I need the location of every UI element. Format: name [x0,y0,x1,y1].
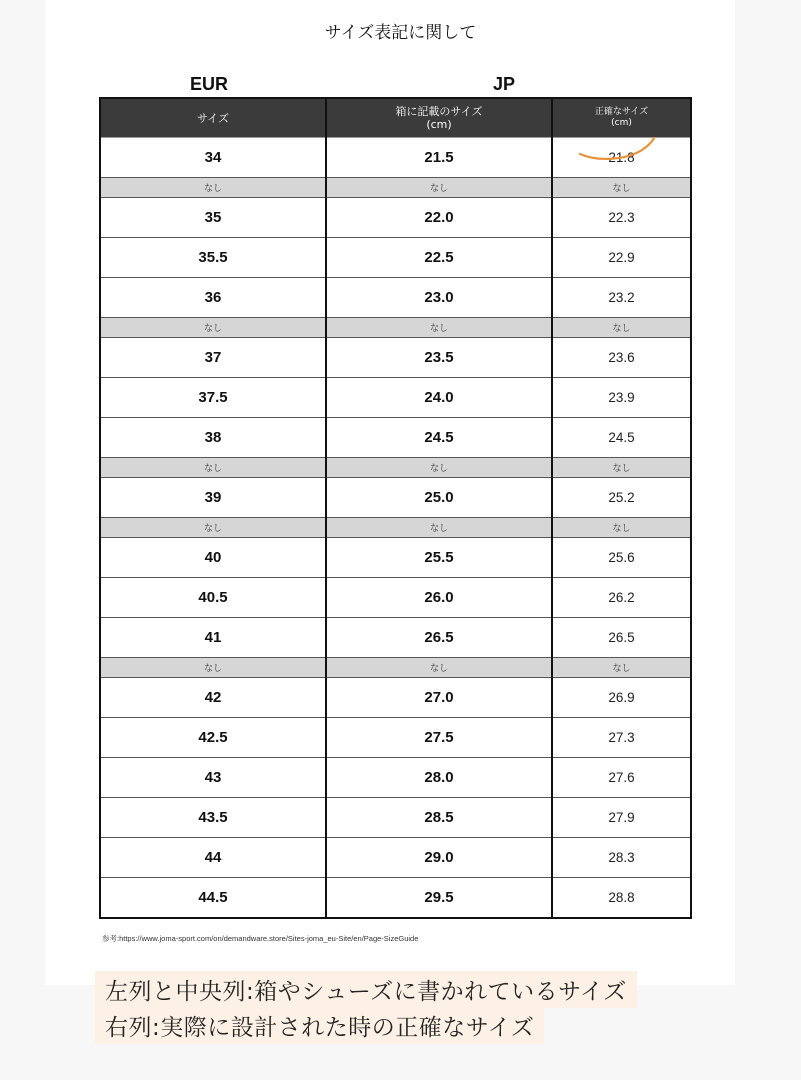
table-row [100,578,691,618]
cell-exact-size: 23.2 [552,278,691,318]
cell-eur-size: 42 [100,678,326,718]
cell-exact-size: 28.3 [552,838,691,878]
table-row [100,538,691,578]
cell-box-size: 28.5 [326,798,552,838]
cell-exact-size: 25.6 [552,538,691,578]
cell-eur-size: 37.5 [100,378,326,418]
cell-box-size: 26.5 [326,618,552,658]
cell-box-size: 24.0 [326,378,552,418]
cell-eur-size: 40 [100,538,326,578]
header-exact-size: 正確なサイズ (cm) [552,98,691,138]
cell-eur-size: なし [100,458,326,478]
cell-box-size: 22.5 [326,238,552,278]
cell-eur-size: 41 [100,618,326,658]
cell-exact-size: 23.6 [552,338,691,378]
table-row [100,718,691,758]
cell-eur-size: 40.5 [100,578,326,618]
cell-box-size: 29.0 [326,838,552,878]
table-row [100,138,691,178]
cell-box-size: なし [326,318,552,338]
table-row-none [100,658,691,678]
cell-exact-size: 28.8 [552,878,691,919]
cell-eur-size: なし [100,518,326,538]
cell-eur-size: 44.5 [100,878,326,919]
table-row [100,338,691,378]
cell-exact-size: なし [552,518,691,538]
table-row-none [100,518,691,538]
cell-exact-size: 25.2 [552,478,691,518]
cell-box-size: 25.0 [326,478,552,518]
table-row [100,618,691,658]
cell-box-size: 25.5 [326,538,552,578]
table-row [100,238,691,278]
cell-eur-size: 44 [100,838,326,878]
cell-eur-size: 43.5 [100,798,326,838]
cell-exact-size: 24.5 [552,418,691,458]
table-row [100,758,691,798]
cell-exact-size: 27.3 [552,718,691,758]
cell-eur-size: 38 [100,418,326,458]
cell-eur-size: 37 [100,338,326,378]
cell-exact-size: 21.8 [552,138,691,178]
table-row [100,278,691,318]
cell-box-size: 24.5 [326,418,552,458]
cell-box-size: 23.5 [326,338,552,378]
cell-box-size: 27.0 [326,678,552,718]
cell-box-size: なし [326,178,552,198]
cell-box-size: 22.0 [326,198,552,238]
table-row [100,798,691,838]
size-table [99,97,692,919]
page-title: サイズ表記に関して [324,23,477,43]
table-row [100,838,691,878]
table-row-none [100,458,691,478]
cell-eur-size: 35 [100,198,326,238]
cell-exact-size: なし [552,658,691,678]
cell-eur-size: なし [100,658,326,678]
header-box-size: 箱に記載のサイズ (cm) [326,98,552,138]
table-header-row [100,98,691,138]
explanation-line-1: 左列と中央列:箱やシューズに書かれているサイズ [95,971,637,1008]
cell-exact-size: 27.6 [552,758,691,798]
cell-eur-size: 43 [100,758,326,798]
cell-eur-size: 35.5 [100,238,326,278]
group-header-eur: EUR [190,74,229,94]
cell-eur-size: 42.5 [100,718,326,758]
cell-box-size: なし [326,518,552,538]
cell-eur-size: 36 [100,278,326,318]
cell-exact-size: 26.9 [552,678,691,718]
table-row [100,878,691,919]
cell-exact-size: なし [552,318,691,338]
cell-exact-size: なし [552,178,691,198]
cell-box-size: 26.0 [326,578,552,618]
cell-exact-size: 26.5 [552,618,691,658]
cell-eur-size: 39 [100,478,326,518]
header-eur-size: サイズ [100,98,326,138]
cell-box-size: 29.5 [326,878,552,919]
table-row [100,378,691,418]
cell-exact-size: 26.2 [552,578,691,618]
cell-box-size: 21.5 [326,138,552,178]
reference-note: 参考:https://www.joma-sport.com/on/demandware.store/Sites-joma_eu-Site/en/Page-SizeGuide [102,934,419,943]
cell-exact-size: 27.9 [552,798,691,838]
cell-exact-size: 22.9 [552,238,691,278]
cell-exact-size: なし [552,458,691,478]
group-header-jp: JP [493,74,516,94]
cell-box-size: 28.0 [326,758,552,798]
explanation-line-2: 右列:実際に設計された時の正確なサイズ [95,1007,544,1044]
cell-box-size: なし [326,658,552,678]
table-row [100,478,691,518]
cell-exact-size: 23.9 [552,378,691,418]
table-row-none [100,318,691,338]
cell-box-size: なし [326,458,552,478]
cell-exact-size: 22.3 [552,198,691,238]
table-row [100,678,691,718]
table-row [100,418,691,458]
cell-box-size: 27.5 [326,718,552,758]
cell-eur-size: なし [100,178,326,198]
table-row [100,198,691,238]
table-row-none [100,178,691,198]
cell-eur-size: 34 [100,138,326,178]
cell-box-size: 23.0 [326,278,552,318]
cell-eur-size: なし [100,318,326,338]
